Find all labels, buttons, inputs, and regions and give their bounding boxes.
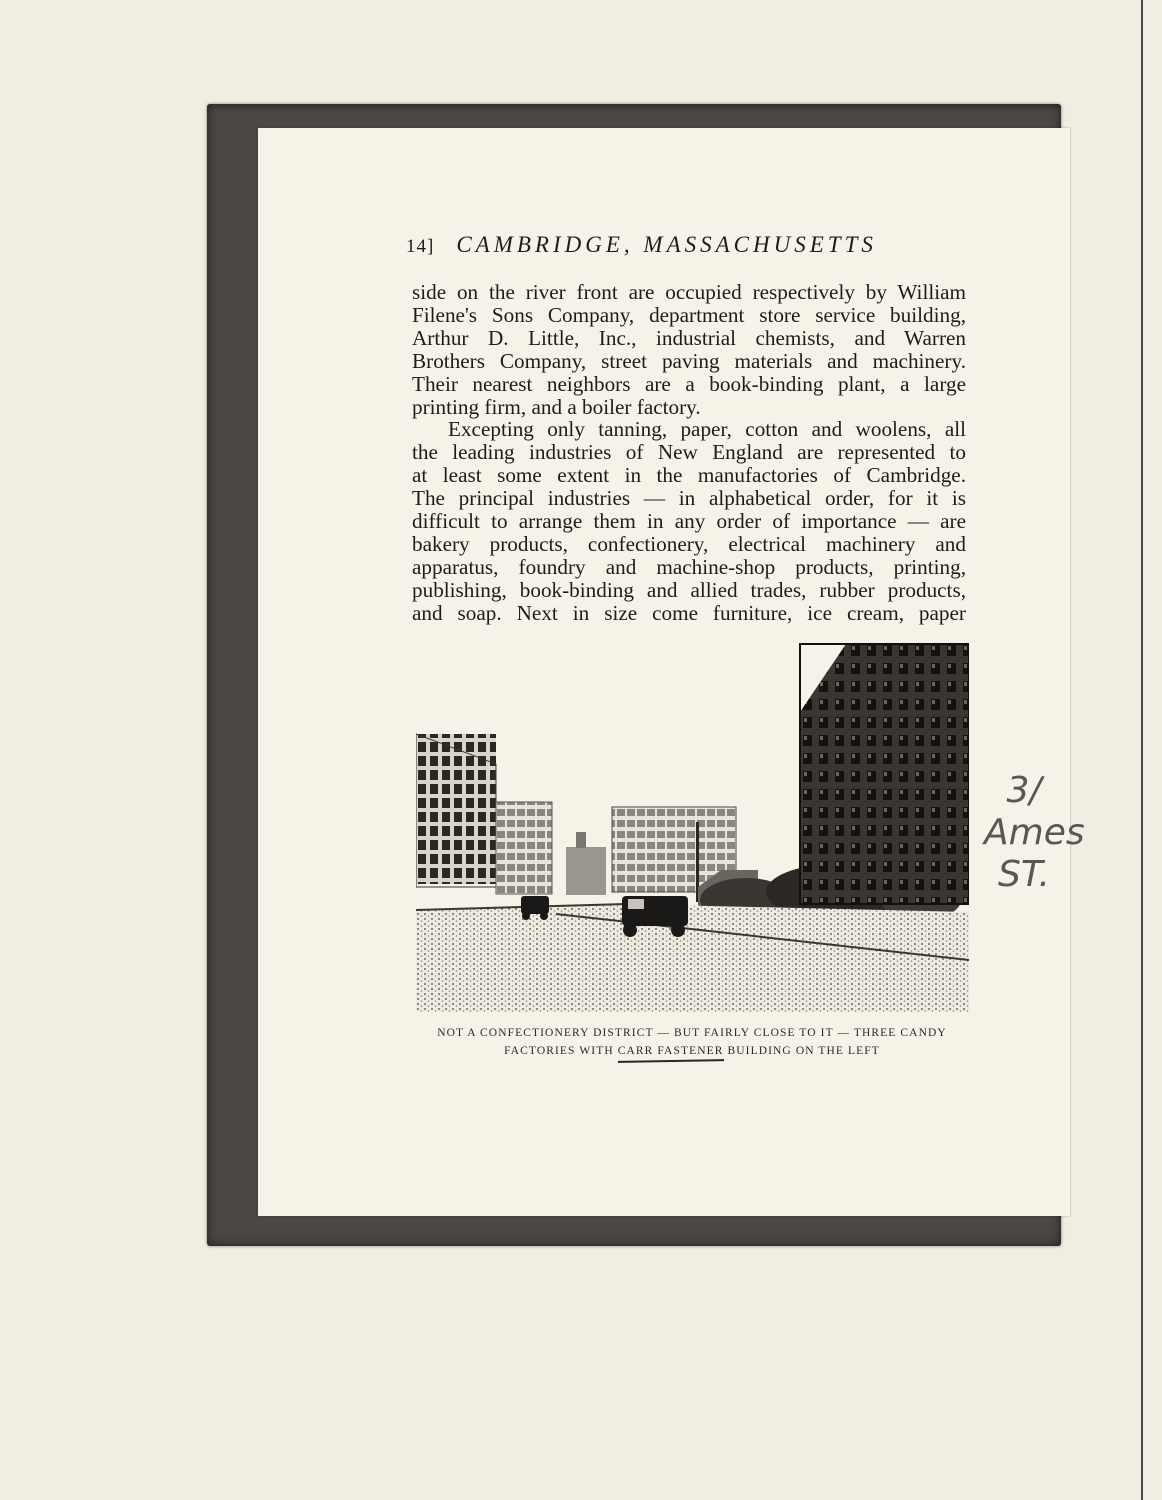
paragraph-2 — [412, 418, 966, 624]
text-line: apparatus, foundry and machine-shop products, printing, — [412, 554, 966, 579]
text-line: The principal industries — in alphabetical order, for it is — [412, 486, 966, 511]
text-line: Brothers Company, street paving materials and machinery. — [412, 348, 966, 373]
page-number: 14] — [406, 236, 435, 257]
text-line: Excepting only tanning, paper, cotton and woolens, all — [448, 417, 966, 442]
running-title: CAMBRIDGE, MASSACHUSETTS — [456, 232, 877, 257]
text-line: difficult to arrange them in any order of importance — are — [412, 509, 966, 534]
street-photograph — [416, 642, 969, 1012]
body-text — [412, 281, 966, 625]
text-line: publishing, book-binding and allied trades, rubber products, — [412, 577, 966, 602]
handwritten-line-3: ST. — [997, 854, 1050, 895]
photo-caption — [412, 1024, 972, 1060]
running-head — [406, 232, 966, 264]
text-line: Arthur D. Little, Inc., industrial chemists, and Warren — [412, 325, 966, 350]
text-line: Their nearest neighbors are a book-binding plant, a large — [412, 371, 966, 396]
handwritten-note — [984, 770, 1085, 896]
text-line: side on the river front are occupied respectively by William — [412, 280, 966, 304]
caption-line-2: FACTORIES WITH CARR FASTENER BUILDING ON THE LEFT — [504, 1045, 880, 1057]
handwritten-line-2: Ames — [984, 812, 1085, 853]
text-line: printing firm, and a boiler factory. — [412, 394, 701, 419]
text-line: Filene's Sons Company, department store service building, — [412, 302, 966, 327]
text-line: and soap. Next in size come furniture, ice cream, paper — [412, 600, 966, 625]
text-line: bakery products, confectionery, electrical machinery and — [412, 531, 966, 556]
scan-edge-line — [1141, 0, 1143, 1500]
text-line: at least some extent in the manufactories of Cambridge. — [412, 463, 966, 488]
handwritten-line-1: 3/ — [1006, 770, 1042, 811]
factory-street-scene — [416, 642, 969, 1012]
paragraph-1 — [412, 281, 966, 418]
text-line: the leading industries of New England are represented to — [412, 440, 966, 465]
caption-line-1: NOT A CONFECTIONERY DISTRICT — BUT FAIRLY CLOSE TO IT — THREE CANDY — [437, 1027, 947, 1039]
